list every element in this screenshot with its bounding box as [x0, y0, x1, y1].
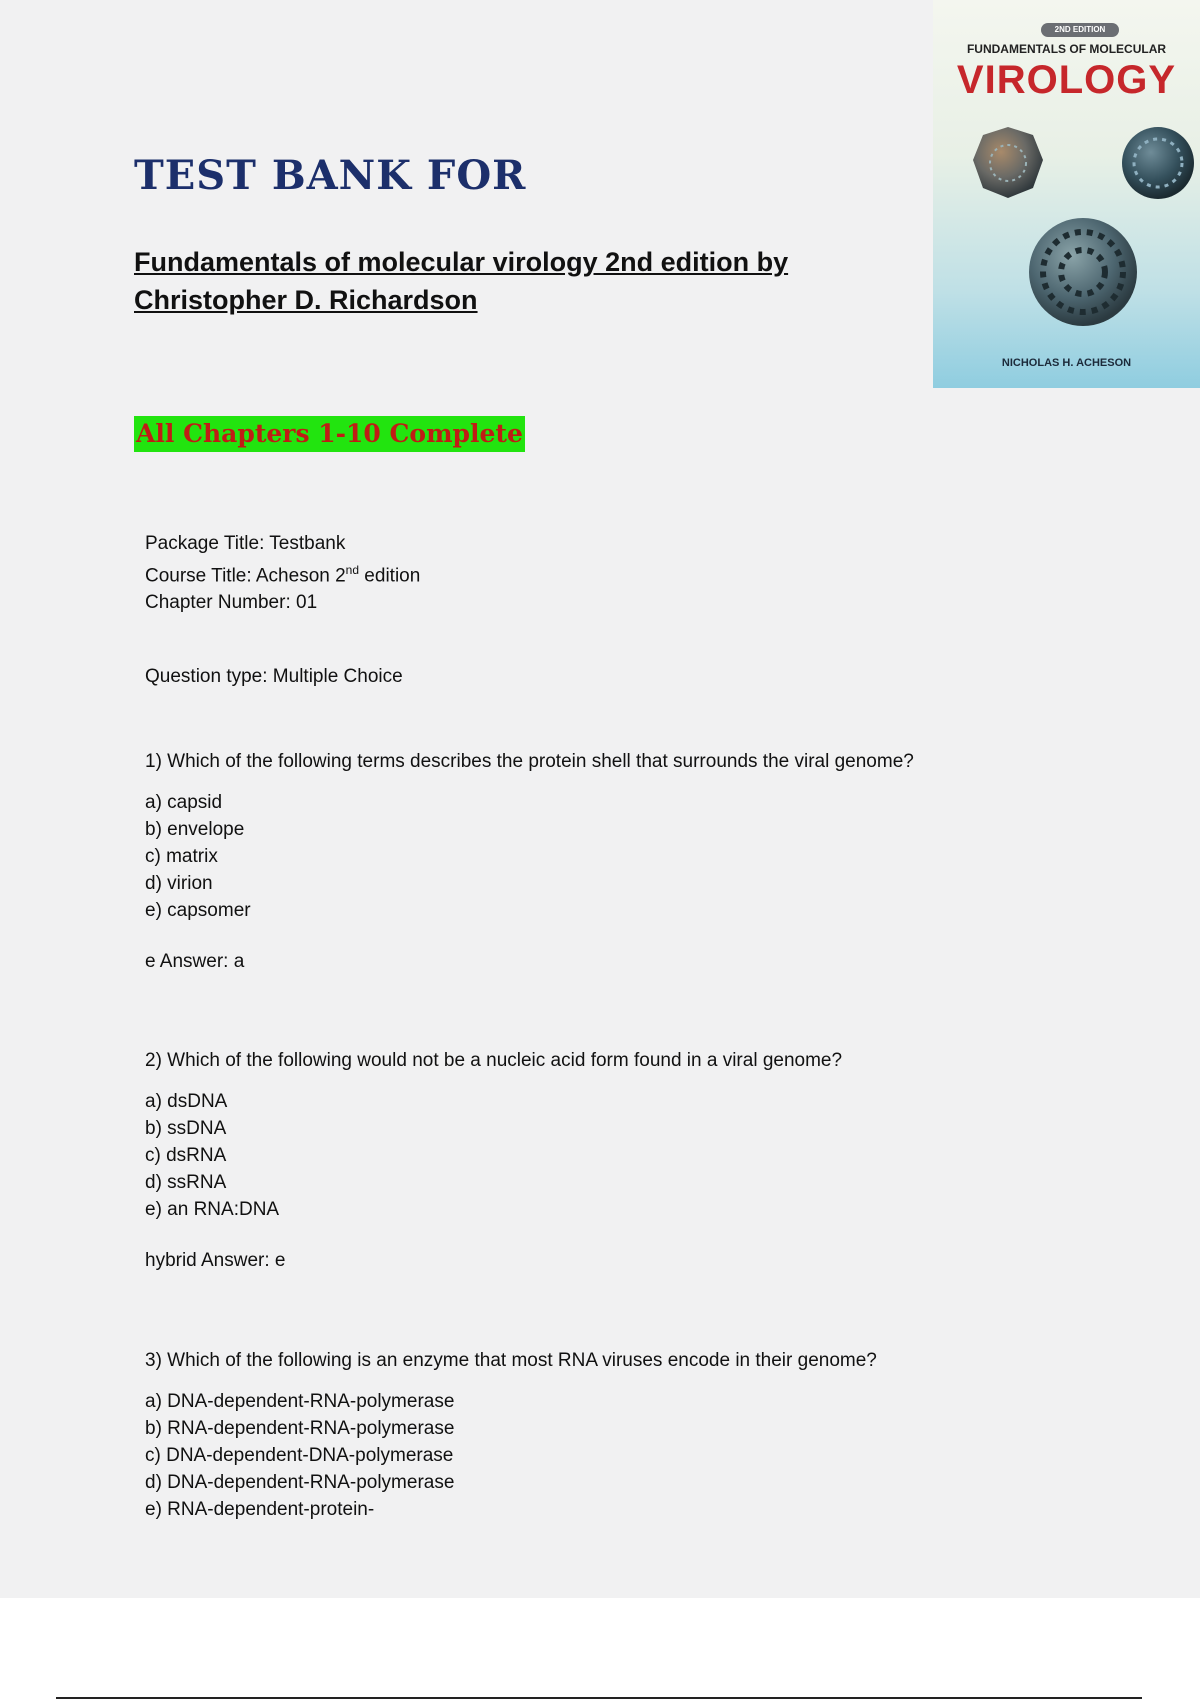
- option-e: e) capsomer: [145, 900, 251, 921]
- question-type: Question type: Multiple Choice: [145, 666, 403, 687]
- option-b: b) envelope: [145, 819, 245, 840]
- cover-series: FUNDAMENTALS OF MOLECULAR: [966, 42, 1167, 56]
- edition-badge: 2ND EDITION: [1041, 23, 1119, 37]
- option-a: a) DNA-dependent-RNA-polymerase: [145, 1391, 455, 1412]
- question-text: 1) Which of the following terms describes the protein shell that surrounds the viral genome?: [145, 751, 914, 772]
- virus-particle-1: [973, 127, 1043, 198]
- option-c: c) DNA-dependent-DNA-polymerase: [145, 1445, 454, 1466]
- option-c: c) matrix: [145, 846, 218, 867]
- chapter-number: Chapter Number: 01: [145, 592, 318, 614]
- option-e: e) an RNA:DNA: [145, 1199, 280, 1220]
- option-b: b) ssDNA: [145, 1118, 227, 1139]
- option-a: a) dsDNA: [145, 1091, 228, 1112]
- package-title: Package Title: Testbank: [145, 533, 346, 554]
- option-a: a) capsid: [145, 792, 223, 813]
- question-2: [145, 1047, 1045, 1274]
- package-meta: [145, 530, 420, 616]
- question-text: 3) Which of the following is an enzyme that most RNA viruses encode in their genome?: [145, 1350, 877, 1371]
- question-3: [145, 1347, 1045, 1523]
- option-d: d) DNA-dependent-RNA-polymerase: [145, 1472, 455, 1493]
- subtitle-line-1: Fundamentals of molecular virology 2nd edition by: [134, 247, 789, 277]
- course-title: Course Title: Acheson 2nd edition: [145, 563, 421, 587]
- answer-line: e Answer: a: [145, 951, 245, 972]
- title-block: [134, 152, 914, 319]
- question-text: 2) Which of the following would not be a nucleic acid form found in a viral genome?: [145, 1050, 843, 1071]
- book-cover-image: [933, 0, 1200, 388]
- document-heading: TEST BANK FOR: [134, 152, 527, 199]
- question-1: [145, 748, 1045, 975]
- option-d: d) ssRNA: [145, 1172, 227, 1193]
- option-d: d) virion: [145, 873, 213, 894]
- cover-title: VIROLOGY: [956, 58, 1177, 102]
- answer-line: hybrid Answer: e: [145, 1250, 286, 1271]
- book-subtitle: [134, 243, 914, 319]
- option-c: c) dsRNA: [145, 1145, 227, 1166]
- chapters-banner: All Chapters 1-10 Complete: [134, 416, 525, 452]
- subtitle-line-2: Christopher D. Richardson: [134, 285, 478, 315]
- option-b: b) RNA-dependent-RNA-polymerase: [145, 1418, 455, 1439]
- cover-author: NICHOLAS H. ACHESON: [1001, 357, 1132, 369]
- option-e: e) RNA-dependent-protein-: [145, 1499, 375, 1520]
- footer-divider: [56, 1697, 1142, 1699]
